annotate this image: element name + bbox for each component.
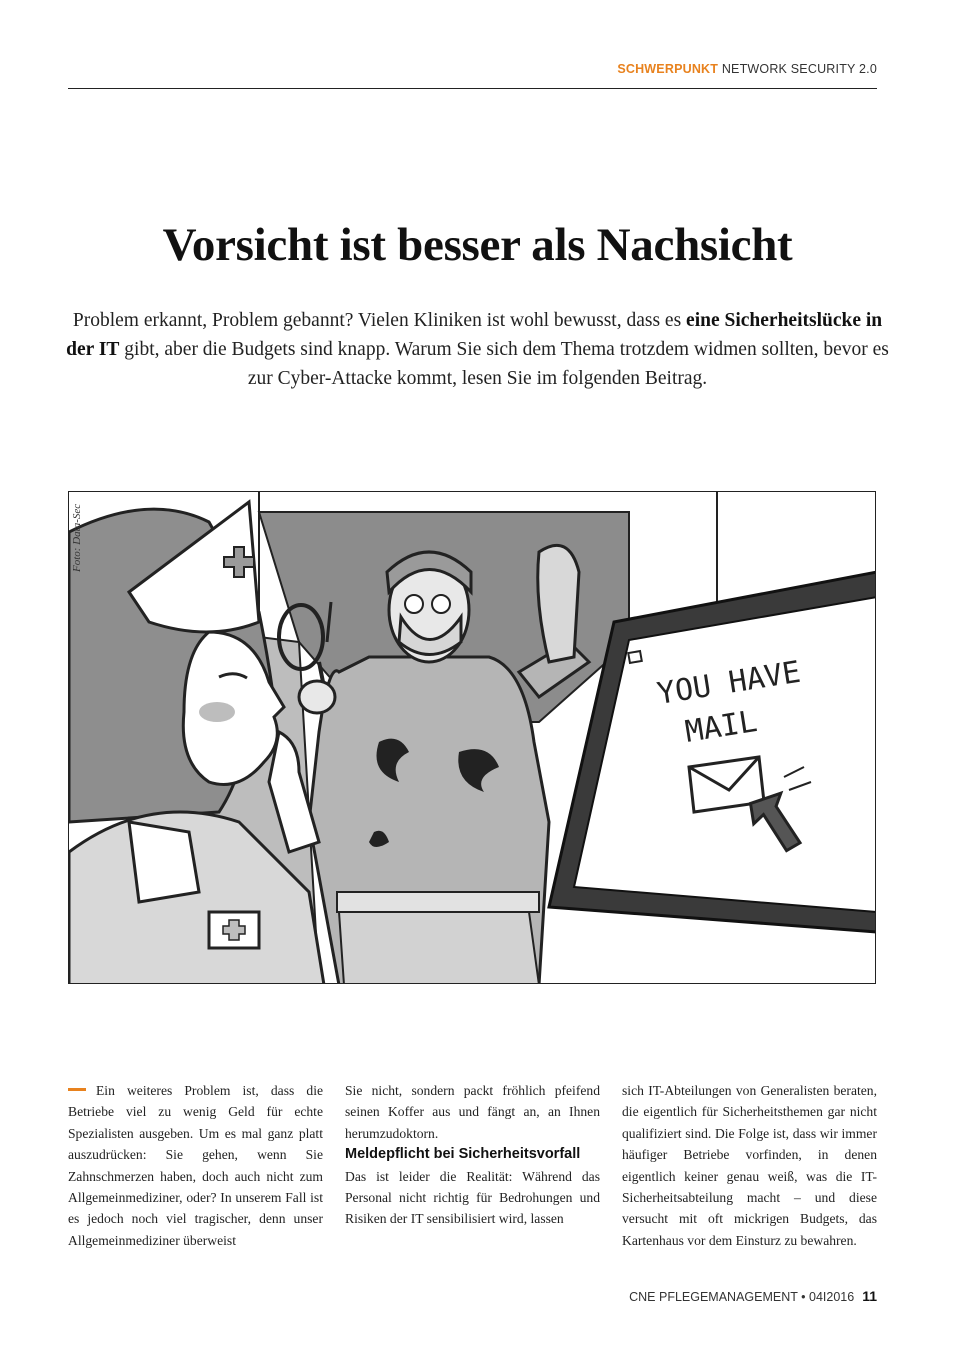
cartoon-drawing bbox=[69, 492, 876, 984]
col3-paragraph: sich IT-Abteilungen von Generalisten beraten, die eigentlich für Sicherheitsthemen gar nicht qualifiziert sind. Die Folge ist, dass wir immer häufiger Betriebe vorfinden, in denen eigentlich keiner genau weiß, was die IT-Sicherheitsabteilung macht – und diese versucht mit oft mickrigen Budgets, das Kartenhaus vor dem Einsturz zu bewahren. bbox=[622, 1083, 877, 1248]
col2-paragraph-1: Sie nicht, sondern packt fröhlich pfeifend seinen Koffer aus und fängt an, an Ihnen herumzudoktorn. bbox=[345, 1083, 600, 1141]
header-section: SCHWERPUNKT bbox=[617, 62, 719, 76]
body-column-3 bbox=[622, 1080, 877, 1251]
screen-line-1: YOU HAVE bbox=[654, 654, 803, 712]
lead-text-2: gibt, aber die Budgets sind knapp. Warum Sie sich dem Thema trotzdem widmen sollten, bevor es zur Cyber-Attacke kommt, lesen Sie im folgenden Beitrag. bbox=[119, 339, 889, 389]
article-lead bbox=[60, 306, 895, 393]
article-title: Vorsicht ist besser als Nachsicht bbox=[162, 219, 793, 271]
col1-paragraph bbox=[68, 1080, 323, 1251]
photo-credit: Foto: Data-Sec bbox=[71, 503, 83, 572]
accent-dash bbox=[68, 1088, 86, 1091]
running-header bbox=[68, 62, 877, 89]
col2-paragraph-2: Das ist leider die Realität: Während das Personal nicht richtig für Bedrohungen und Risiken der IT sensibilisiert wird, lassen bbox=[345, 1168, 600, 1227]
footer-publication: CNE PFLEGEMANAGEMENT • 04I2016 bbox=[629, 1290, 855, 1304]
section-heading: Meldepflicht bei Sicherheitsvorfall bbox=[345, 1146, 581, 1163]
page-footer bbox=[629, 1288, 877, 1304]
lead-text-1: Problem erkannt, Problem gebannt? Vielen Kliniken ist wohl bewusst, dass es bbox=[72, 310, 687, 331]
body-column-2 bbox=[345, 1080, 600, 1230]
screen-line-2: MAIL bbox=[682, 704, 760, 750]
body-column-1 bbox=[68, 1080, 323, 1251]
page-number: 11 bbox=[862, 1288, 877, 1304]
col1-text: Ein weiteres Problem ist, dass die Betriebe viel zu wenig Geld für echte Spezialisten ausgeben. Um es mal ganz platt auszudrücken: Sie gehen, wenn Sie Zahnschmerzen haben, doch auch nicht zum Allgemeinmediziner, oder? In unserem Fall ist es jedoch noch viel tragischer, denn unser Allgemeinmediziner überweist bbox=[68, 1083, 323, 1248]
header-topic: NETWORK SECURITY 2.0 bbox=[721, 62, 877, 76]
lead-bold: eine Sicherheitslücke in der IT bbox=[66, 310, 883, 360]
cartoon-illustration bbox=[68, 491, 876, 984]
